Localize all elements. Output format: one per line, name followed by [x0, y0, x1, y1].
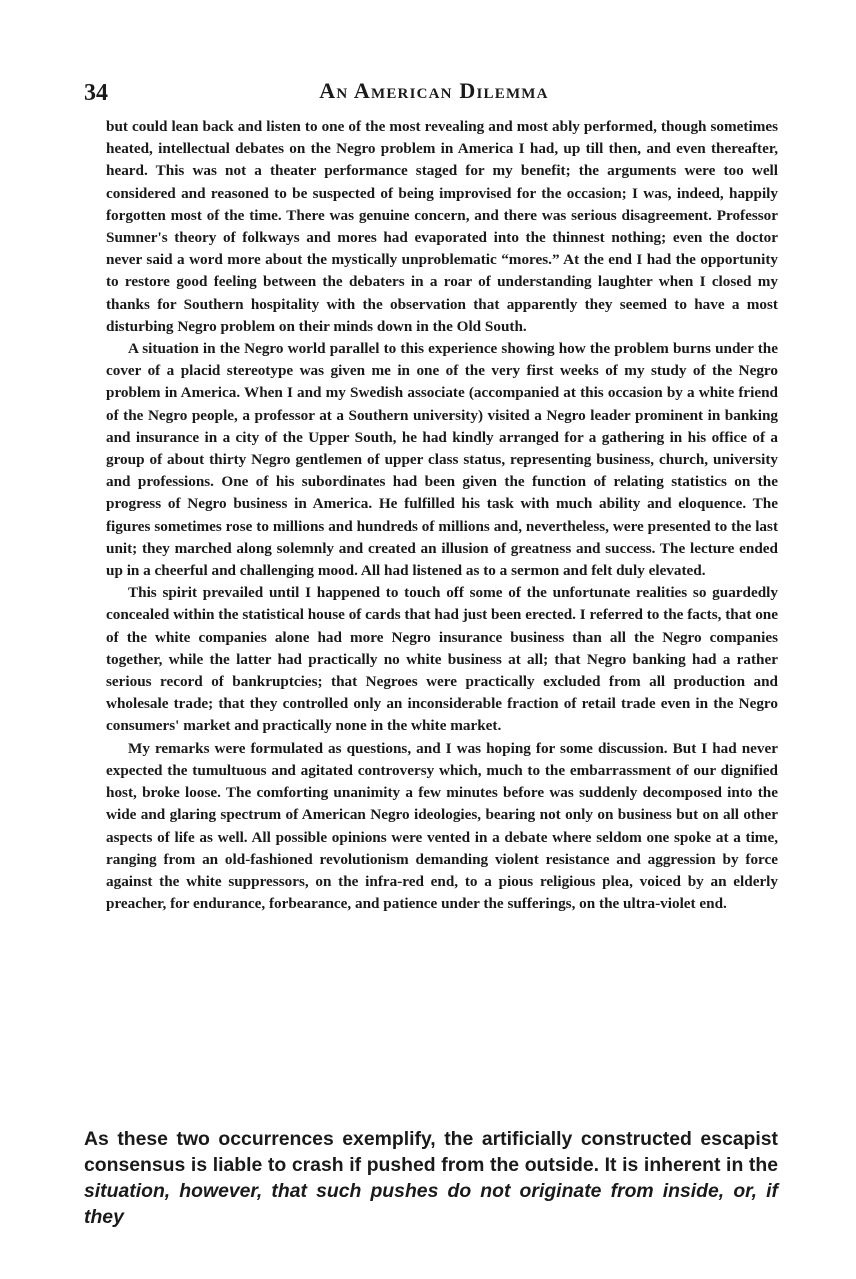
paragraph: My remarks were formulated as questions, and I was hoping for some discussion. But I had never expected the tumultuous and agitated controversy which, much to the embarrassment of our dignified host, broke loose. The comforting unanimity a few minutes before was suddenly decomposed into the wide and glaring spectrum of American Negro ideologies, bearing not only on business but on all other aspects of life as well. All possible opinions were vented in a debate where seldom one spoke at a time, ranging from an old-fashioned revolutionism demanding violent resistance and aggression by force against the white suppressors, on the infra-red end, to a pious religious plea, voiced by an elderly preacher, for endurance, forbearance, and patience under the sufferings, on the ultra-violet end.	[106, 739, 778, 913]
running-head: An American Dilemma	[319, 78, 549, 103]
body-text	[106, 116, 778, 915]
overlay-caption-italic: situation, however, that such pushes do not originate from inside, or, if they	[84, 1180, 778, 1228]
page-header	[84, 78, 784, 112]
overlay-caption-roman: As these two occurrences exemplify, the artificially constructed escapist consensus is liable to crash if pushed from the outside. It is inherent in the	[84, 1128, 778, 1176]
paragraph: This spirit prevailed until I happened to touch off some of the unfortunate realities so guardedly concealed within the statistical house of cards that had just been erected. I referred to the facts, that one of the white companies alone had more Negro insurance business than all the Negro companies together, while the latter had practically no white business at all; that Negro banking had a rather serious record of bankruptcies; that Negroes were practically excluded from all production and wholesale trade; that they controlled only an inconsiderable fraction of retail trade even in the Negro consumers' market and practically none in the white market.	[106, 584, 778, 735]
overlay-caption	[84, 1126, 778, 1230]
page-number: 34	[84, 80, 108, 106]
paragraph: but could lean back and listen to one of the most revealing and most ably performed, though sometimes heated, intellectual debates on the Negro problem in America I had, up till then, and even thereafter, heard. This was not a theater performance staged for my benefit; the arguments were too well considered and reasoned to be suspected of being improvised for the occasion; I was, indeed, happily forgotten most of the time. There was genuine concern, and there was serious disagreement. Professor Sumner's theory of folkways and mores had evaporated into the thinnest nothing; even the doctor never said a word more about the mystically unproblematic “mores.” At the end I had the opportunity to restore good feeling between the debaters in a roar of understanding laughter when I closed my thanks for Southern hospitality with the observation that apparently they seemed to have a most disturbing Negro problem on their minds down in the Old South.	[106, 118, 778, 335]
paragraph: A situation in the Negro world parallel to this experience showing how the problem burns under the cover of a placid stereotype was given me in one of the very first weeks of my study of the Negro problem in America. When I and my Swedish associate (accompanied at this occasion by a white friend of the Negro people, a professor at a Southern university) visited a Negro leader prominent in banking and insurance in a city of the Upper South, he had kindly arranged for a gathering in his office of a group of about thirty Negro gentlemen of upper class status, representing business, church, university and professions. One of his subordinates had been given the function of relating statistics on the progress of Negro business in America. He fulfilled his task with much ability and eloquence. The figures sometimes rose to millions and hundreds of millions and, nevertheless, were presented to the last unit; they marched along solemnly and created an illusion of greatness and success. The lecture ended up in a cheerful and challenging mood. All had listened as to a sermon and felt duly elevated.	[106, 340, 778, 580]
